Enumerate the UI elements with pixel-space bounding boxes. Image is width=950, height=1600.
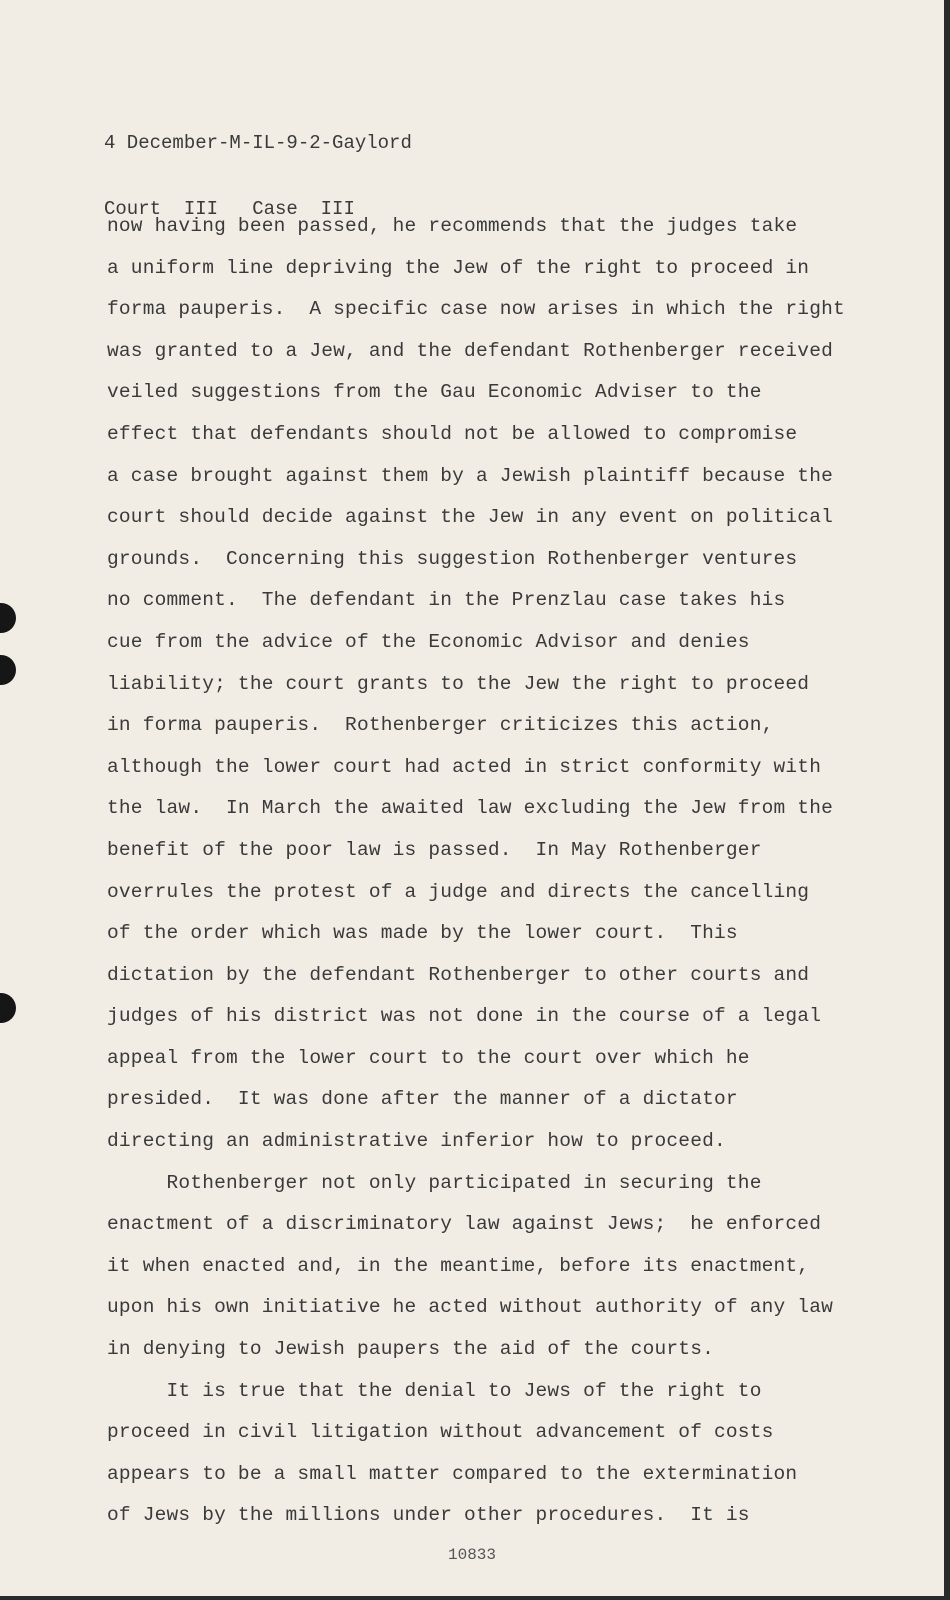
text-line: appears to be a small matter compared to the extermination [107,1462,798,1485]
text-line: a case brought against them by a Jewish plaintiff because the [107,464,834,487]
text-line: grounds. Concerning this suggestion Rothenberger ventures [107,547,798,570]
text-line: no comment. The defendant in the Prenzlau case takes his [107,589,786,612]
header-line-1: 4 December-M-IL-9-2-Gaylord [104,132,412,154]
text-line: now having been passed, he recommends that the judges take [107,215,798,237]
text-line: proceed in civil litigation without advancement of costs [107,1421,774,1444]
punch-hole [0,655,16,685]
body-text [107,206,907,1537]
text-line: overrules the protest of a judge and directs the cancelling [107,880,810,903]
text-line: presided. It was done after the manner of a dictator [107,1088,738,1111]
text-line: of Jews by the millions under other procedures. It is [107,1504,750,1527]
text-line: enactment of a discriminatory law against Jews; he enforced [107,1213,822,1236]
page-number: 10833 [447,1546,496,1564]
text-line: dictation by the defendant Rothenberger to other courts and [107,963,810,986]
text-line: veiled suggestions from the Gau Economic Adviser to the [107,381,762,404]
header-line-2: Court III Case III [104,198,355,220]
text-line: directing an administrative inferior how to proceed. [107,1130,726,1153]
text-line: it when enacted and, in the meantime, before its enactment, [107,1254,810,1277]
text-line: a uniform line depriving the Jew of the right to proceed in [107,256,810,279]
text-line: although the lower court had acted in strict conformity with [107,755,822,778]
text-line: was granted to a Jew, and the defendant Rothenberger received [107,339,834,362]
punch-hole [0,993,16,1023]
text-line: in forma pauperis. Rothenberger criticizes this action, [107,714,774,737]
punch-hole [0,603,16,633]
text-line: judges of his district was not done in the course of a legal [107,1005,822,1028]
text-line: the law. In March the awaited law excluding the Jew from the [107,797,834,820]
text-line: benefit of the poor law is passed. In May Rothenberger [107,838,762,861]
text-line: effect that defendants should not be allowed to compromise [107,422,798,445]
text-line: in denying to Jewish paupers the aid of the courts. [107,1338,714,1361]
text-line: court should decide against the Jew in any event on political [107,506,834,529]
text-line: cue from the advice of the Economic Advisor and denies [107,630,750,653]
text-line: appeal from the lower court to the court over which he [107,1046,750,1069]
text-line: forma pauperis. A specific case now arises in which the right [107,298,845,321]
text-line: of the order which was made by the lower court. This [107,922,738,945]
text-line: It is true that the denial to Jews of the right to [107,1379,762,1402]
text-line: upon his own initiative he acted without authority of any law [107,1296,834,1319]
text-line: liability; the court grants to the Jew the right to proceed [107,672,810,695]
text-line: Rothenberger not only participated in securing the [107,1171,762,1194]
